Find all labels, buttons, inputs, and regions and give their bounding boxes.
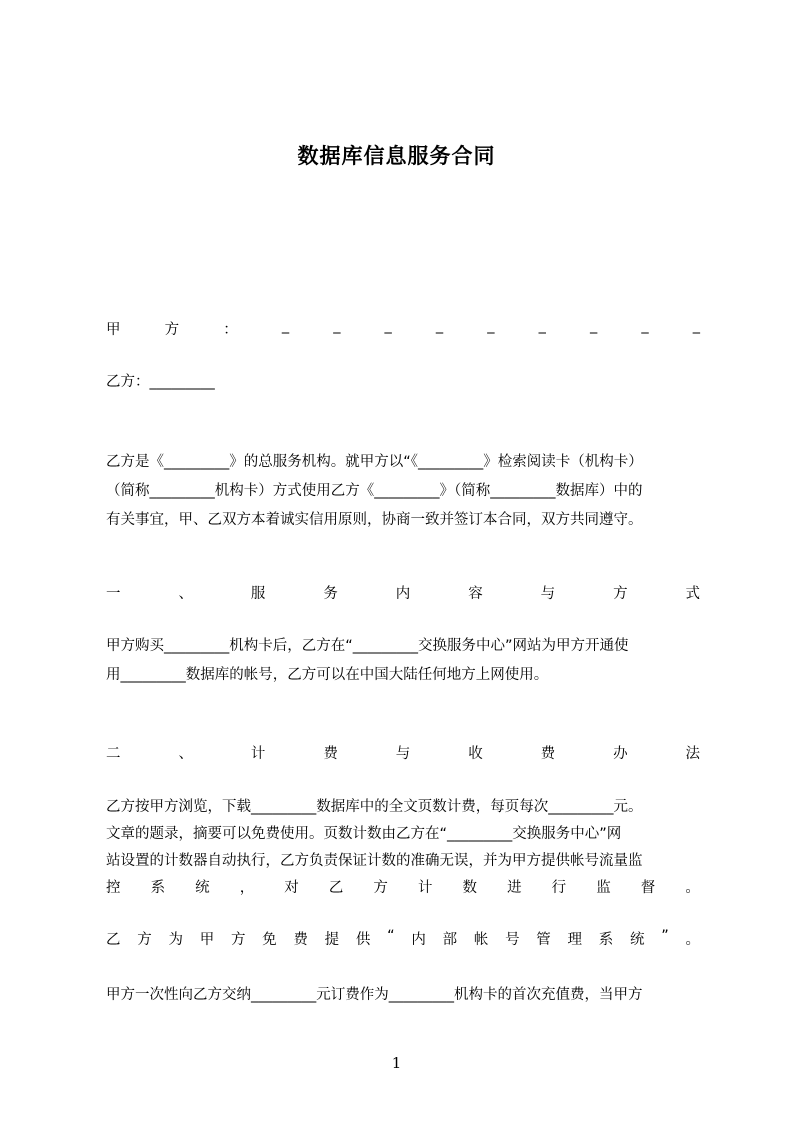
section1-heading-char: 服 bbox=[250, 586, 266, 602]
party-a-char: _ bbox=[333, 318, 341, 334]
section2-char: 。 bbox=[685, 932, 700, 948]
section2-heading-char: 与 bbox=[395, 746, 411, 762]
section1-heading-char: 式 bbox=[685, 586, 700, 602]
section2-line: 乙方按甲方浏览，下载_________数据库中的全文页数计费，每页每次_________元。 bbox=[106, 799, 643, 815]
section2-char: 计 bbox=[417, 880, 433, 896]
party-a-char: _ bbox=[487, 318, 495, 334]
section2-char: 。 bbox=[685, 880, 700, 896]
section2-justified-line2 bbox=[106, 928, 700, 949]
section2-char: 免 bbox=[262, 932, 277, 948]
section2-char: 统 bbox=[630, 932, 645, 948]
section2-line: 站设置的计数器自动执行，乙方负责保证计数的准确无误，并为甲方提供帐号流量监 bbox=[106, 853, 643, 869]
party-a-char: ： bbox=[223, 322, 238, 338]
section2-char: 费 bbox=[293, 932, 308, 948]
section2-char: ” bbox=[661, 928, 669, 944]
intro-line: 有关事宜，甲、乙双方本着诚实信用原则，协商一致并签订本合同，双方共同遵守。 bbox=[106, 512, 643, 528]
section1-heading-char: 务 bbox=[323, 586, 338, 602]
section2-heading bbox=[106, 742, 700, 763]
party-a-char: _ bbox=[641, 318, 649, 334]
intro-line: 乙方是《_________》的总服务机构。就甲方以“《_________》检索阅读卡（机构卡） bbox=[106, 454, 643, 470]
section2-justified-line bbox=[106, 876, 700, 900]
section1-heading-char: 一 bbox=[106, 586, 121, 602]
party-a-char: _ bbox=[589, 318, 598, 334]
party-b-text: 乙方：_________ bbox=[106, 374, 215, 390]
section2-char: 供 bbox=[355, 932, 371, 948]
section2-char: 部 bbox=[442, 932, 458, 948]
section2-heading-char: 、 bbox=[178, 746, 193, 762]
section2-char: 系 bbox=[598, 932, 614, 948]
section2-char: 号 bbox=[505, 932, 520, 948]
section1-heading-char: 、 bbox=[178, 586, 193, 602]
section2-char: 为 bbox=[168, 932, 183, 948]
section2-char: 理 bbox=[567, 932, 583, 948]
section2-last-line: 甲方一次性向乙方交纳_________元订费作为_________机构卡的首次充值费，当甲方 bbox=[106, 987, 643, 1003]
party-a-justified bbox=[106, 318, 700, 339]
section2-char: 乙 bbox=[106, 932, 121, 948]
section2-char: 系 bbox=[150, 880, 166, 896]
party-a-char: 方 bbox=[164, 322, 180, 338]
section2-heading-char: 费 bbox=[323, 746, 338, 762]
party-b-line bbox=[106, 370, 700, 394]
section2-char: 进 bbox=[507, 880, 522, 896]
section2-char: 行 bbox=[551, 880, 567, 896]
section2-free-system bbox=[106, 928, 700, 949]
party-a-char: _ bbox=[435, 318, 444, 334]
section2-char: 数 bbox=[462, 880, 477, 896]
party-a-char: _ bbox=[538, 318, 546, 334]
section2-heading-char: 法 bbox=[685, 746, 700, 762]
section1-heading-char: 内 bbox=[395, 586, 411, 602]
party-a-char: 甲 bbox=[106, 322, 121, 338]
section2-char: 管 bbox=[536, 932, 551, 948]
section2-last bbox=[106, 983, 700, 1007]
party-a-char: _ bbox=[692, 318, 700, 334]
party-a-char: _ bbox=[384, 318, 392, 334]
section1-heading bbox=[106, 582, 700, 603]
section2-char: 监 bbox=[596, 880, 611, 896]
section2-heading-char: 办 bbox=[613, 746, 628, 762]
section2-char: 控 bbox=[106, 880, 121, 896]
section2-char: ， bbox=[239, 880, 255, 896]
section2-heading-justified bbox=[106, 742, 700, 763]
section2-heading-char: 计 bbox=[250, 746, 266, 762]
section2-char: 方 bbox=[373, 880, 388, 896]
section2-heading-char: 收 bbox=[468, 746, 483, 762]
section2-char: 乙 bbox=[328, 880, 344, 896]
section2-body bbox=[106, 795, 700, 900]
section1-heading-char: 与 bbox=[540, 586, 556, 602]
section2-char: 对 bbox=[284, 880, 299, 896]
party-a-char: _ bbox=[281, 318, 290, 334]
section1-body bbox=[106, 634, 700, 687]
document-title: 数据库信息服务合同 bbox=[297, 144, 496, 168]
section2-heading-char: 二 bbox=[106, 746, 121, 762]
section2-char: 帐 bbox=[473, 932, 489, 948]
intro-line: （简称_________机构卡）方式使用乙方《_________》（简称_________数据库）中的 bbox=[106, 483, 643, 499]
page-number: 1 bbox=[391, 1054, 402, 1072]
section2-line: 文章的题录，摘要可以免费使用。页数计数由乙方在“_________交换服务中心”网 bbox=[106, 826, 622, 842]
section2-heading-char: 费 bbox=[540, 746, 556, 762]
section2-char: 方 bbox=[230, 932, 246, 948]
section1-heading-char: 方 bbox=[613, 586, 628, 602]
party-a-line bbox=[106, 318, 700, 339]
section1-heading-char: 容 bbox=[468, 586, 483, 602]
intro-paragraph bbox=[106, 450, 700, 532]
section2-char: 内 bbox=[411, 932, 426, 948]
section2-char: 甲 bbox=[199, 932, 215, 948]
section2-char: 督 bbox=[640, 880, 656, 896]
section1-line: 甲方购买_________机构卡后，乙方在“_________交换服务中心”网站为甲方开通使 bbox=[106, 638, 629, 654]
section2-char: 方 bbox=[137, 932, 152, 948]
section1-heading-justified bbox=[106, 582, 700, 603]
section1-line: 用_________数据库的帐号，乙方可以在中国大陆任何地方上网使用。 bbox=[106, 667, 549, 683]
section2-char: 统 bbox=[195, 880, 210, 896]
section2-char: “ bbox=[387, 928, 395, 944]
section2-char: 提 bbox=[324, 932, 340, 948]
